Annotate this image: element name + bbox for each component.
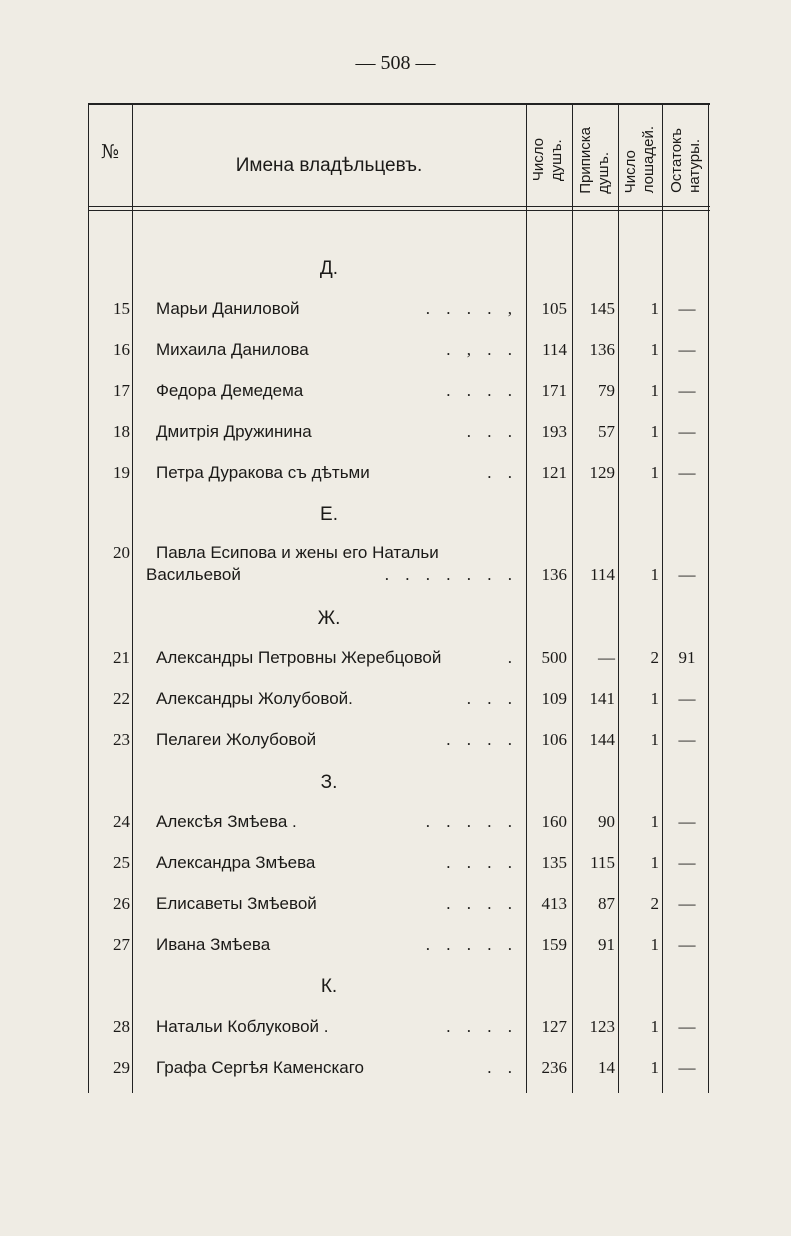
horses-count: 2	[650, 894, 659, 913]
registry-count: 141	[589, 689, 615, 708]
registry-count: 91	[598, 935, 615, 954]
owner-name: Александры Петровны Жеребцовой	[156, 648, 442, 667]
horses-count: 1	[650, 463, 659, 482]
souls-count: 121	[541, 463, 567, 482]
horses-count: 1	[650, 422, 659, 441]
table-row-continuation	[88, 565, 710, 591]
registry-count: 145	[589, 299, 615, 318]
table-row	[88, 648, 710, 674]
horses-count: 1	[650, 730, 659, 749]
section-letter: Е.	[320, 504, 338, 525]
remainder-value: —	[678, 689, 696, 708]
registry-count: 87	[598, 894, 615, 913]
row-number: 19	[113, 463, 130, 482]
registry-count: 144	[589, 730, 615, 749]
registry-count: 79	[598, 381, 615, 400]
remainder-value: —	[678, 853, 696, 872]
row-number: 27	[113, 935, 130, 954]
owner-name: Пелагеи Жолубовой	[156, 730, 317, 749]
leader-dots: . . . .	[446, 1017, 518, 1036]
leader-dots: . . . . .	[425, 935, 518, 954]
header-registry: Приписка душъ.	[577, 126, 612, 194]
registry-count: 114	[590, 565, 615, 584]
horses-count: 2	[650, 648, 659, 667]
registry-count: 115	[590, 853, 615, 872]
page-number: — 508 —	[355, 52, 436, 74]
row-number: 28	[113, 1017, 130, 1036]
souls-count: 105	[541, 299, 567, 318]
table-row	[88, 381, 710, 407]
remainder-value: —	[678, 812, 696, 831]
table-rule	[88, 103, 710, 105]
leader-dots: . .	[487, 463, 518, 482]
row-number: 26	[113, 894, 130, 913]
souls-count: 413	[541, 894, 567, 913]
table-row	[88, 689, 710, 715]
header-names: Имена владѣльцевъ.	[235, 155, 423, 176]
owner-name: Натальи Коблуковой .	[156, 1017, 329, 1036]
souls-count: 159	[541, 935, 567, 954]
table-row	[88, 1017, 710, 1043]
header-remainder: Остатокъ натуры.	[668, 127, 703, 193]
leader-dots: . . .	[466, 422, 518, 441]
row-number: 20	[113, 543, 130, 562]
remainder-value: —	[678, 463, 696, 482]
horses-count: 1	[650, 1017, 659, 1036]
registry-count: 123	[589, 1017, 615, 1036]
owner-name-continued: Васильевой	[146, 565, 241, 584]
souls-count: 171	[541, 381, 567, 400]
horses-count: 1	[650, 689, 659, 708]
horses-count: 1	[650, 1058, 659, 1077]
souls-count: 236	[541, 1058, 567, 1077]
horses-count: 1	[650, 565, 659, 584]
remainder-value: —	[678, 730, 696, 749]
leader-dots: . , . .	[446, 340, 518, 359]
table-rule	[88, 210, 710, 211]
table-row	[88, 1058, 710, 1084]
row-number: 23	[113, 730, 130, 749]
souls-count: 193	[541, 422, 567, 441]
section-letter: Ж.	[317, 608, 341, 629]
remainder-value: —	[678, 1017, 696, 1036]
table-row	[88, 812, 710, 838]
souls-count: 500	[541, 648, 567, 667]
table-rule	[88, 206, 710, 207]
registry-count: 129	[589, 463, 615, 482]
remainder-value: —	[678, 299, 696, 318]
row-number: 18	[113, 422, 130, 441]
header-souls: Число душъ.	[530, 138, 565, 182]
souls-count: 136	[541, 565, 567, 584]
souls-count: 109	[541, 689, 567, 708]
owners-table	[88, 103, 710, 1093]
leader-dots: . . . .	[446, 853, 518, 872]
leader-dots: . . . .	[446, 381, 518, 400]
owner-name: Михаила Данилова	[156, 340, 309, 359]
remainder-value: —	[678, 935, 696, 954]
owner-name: Алексѣя Змѣева .	[156, 812, 297, 831]
table-row	[88, 853, 710, 879]
leader-dots: . . . .	[446, 730, 518, 749]
remainder-value: —	[678, 565, 696, 584]
row-number: 16	[113, 340, 130, 359]
horses-count: 1	[650, 853, 659, 872]
leader-dots: .	[507, 648, 518, 667]
row-number: 29	[113, 1058, 130, 1077]
owner-name: Елисаветы Змѣевой	[156, 894, 317, 913]
remainder-value: 91	[678, 648, 696, 667]
leader-dots: . . . . ,	[425, 299, 518, 318]
leader-dots: . . . . .	[425, 812, 518, 831]
row-number: 21	[113, 648, 130, 667]
horses-count: 1	[650, 340, 659, 359]
table-row	[88, 730, 710, 756]
table-row	[88, 422, 710, 448]
registry-count: 57	[598, 422, 615, 441]
row-number: 25	[113, 853, 130, 872]
owner-name: Графа Сергѣя Каменскаго	[156, 1058, 364, 1077]
leader-dots: . . . .	[446, 894, 518, 913]
owner-name: Марьи Даниловой	[156, 299, 300, 318]
registry-count: —	[598, 648, 615, 667]
table-row	[88, 935, 710, 961]
table-row	[88, 340, 710, 366]
owner-name: Александра Змѣева	[156, 853, 316, 872]
horses-count: 1	[650, 299, 659, 318]
remainder-value: —	[678, 381, 696, 400]
remainder-value: —	[678, 340, 696, 359]
owner-name: Александры Жолубовой.	[156, 689, 353, 708]
owner-name: Федора Демедема	[156, 381, 304, 400]
section-letter: Д.	[319, 258, 339, 279]
horses-count: 1	[650, 935, 659, 954]
owner-name: Петра Дуракова съ дѣтьми	[156, 463, 370, 482]
table-row	[88, 894, 710, 920]
row-number: 15	[113, 299, 130, 318]
owner-name: Павла Есипова и жены его Натальи	[156, 543, 439, 562]
horses-count: 1	[650, 381, 659, 400]
souls-count: 135	[541, 853, 567, 872]
remainder-value: —	[678, 894, 696, 913]
leader-dots: . .	[487, 1058, 518, 1077]
registry-count: 90	[598, 812, 615, 831]
leader-dots: . . . . . . .	[384, 565, 518, 584]
souls-count: 127	[541, 1017, 567, 1036]
row-number: 17	[113, 381, 130, 400]
souls-count: 160	[541, 812, 567, 831]
horses-count: 1	[650, 812, 659, 831]
header-number: №	[101, 141, 119, 163]
table-row	[88, 299, 710, 325]
section-letter: К.	[320, 976, 338, 997]
leader-dots: . . .	[466, 689, 518, 708]
souls-count: 106	[541, 730, 567, 749]
souls-count: 114	[542, 340, 567, 359]
table-row	[88, 463, 710, 489]
owner-name: Ивана Змѣева	[156, 935, 271, 954]
remainder-value: —	[678, 1058, 696, 1077]
section-letter: З.	[320, 772, 338, 793]
registry-count: 14	[598, 1058, 615, 1077]
owner-name: Дмитрія Дружинина	[156, 422, 312, 441]
row-number: 24	[113, 812, 130, 831]
row-number: 22	[113, 689, 130, 708]
remainder-value: —	[678, 422, 696, 441]
header-horses: Число лошадей.	[622, 126, 657, 194]
registry-count: 136	[589, 340, 615, 359]
